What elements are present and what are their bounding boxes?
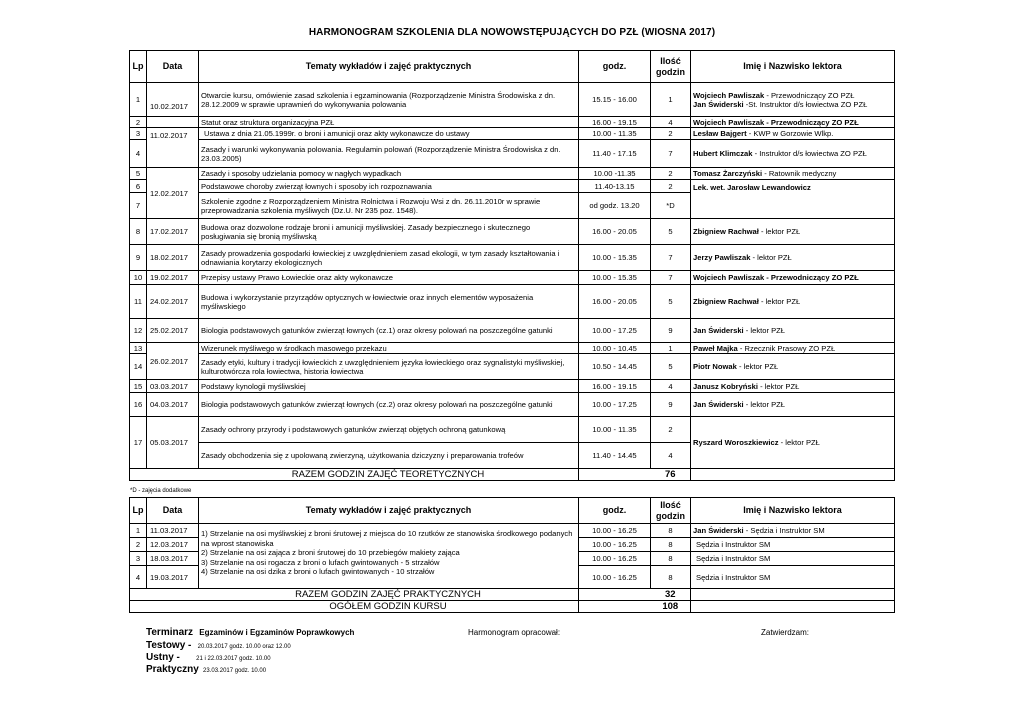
header-hours: Ilość godzin <box>651 51 691 83</box>
row-topic: Biologia podstawowych gatunków zwierząt łownych (cz.1) oraz okresy polowań na poszczególne gatunki <box>199 319 579 343</box>
row-time: 16.00 - 19.15 <box>579 117 651 128</box>
row-date: 24.02.2017 <box>147 285 199 319</box>
row-topic: Zasady etyki, kultury i tradycji łowieckich z uwzględnieniem języka łowieckiego oraz sygnalistyki myśliwskiej, kulturotwórcza rola łowiectwa, historia łowiectwa <box>199 354 579 380</box>
row-hours: 8 <box>651 538 691 552</box>
row-lp: 4 <box>130 140 147 168</box>
practice-topic: 1) Strzelanie na osi myśliwskiej z broni śrutowej z miejsca do 10 rzutków ze stanowiska środkowego podanych na wprost stanowiska 2) Strzelanie na osi zająca z broni śrutowej do 10 przebiegów makiety zająca 3) Strzelanie na osi rogacza z broni o lufach gwintowanych - 5 strzałów 4) Strzelanie na osi dzika z broni o lufach gwintowanych - 10 strzałów <box>199 524 579 589</box>
row-date: 19.03.2017 <box>147 566 199 589</box>
row-time: 10.50 - 14.45 <box>579 354 651 380</box>
table-row <box>130 245 895 271</box>
row-hours: 4 <box>651 443 691 469</box>
header-lp: Lp <box>130 51 147 83</box>
row-topic: Zasady ochrony przyrody i podstawowych gatunków zwierząt objętych ochroną gatunkową <box>199 417 579 443</box>
row-time: 10.00 - 15.35 <box>579 271 651 285</box>
table-row <box>130 140 895 168</box>
row-time: 10.00 - 16.25 <box>579 524 651 538</box>
row-hours: 8 <box>651 524 691 538</box>
table-row <box>130 128 895 140</box>
row-hours: 7 <box>651 245 691 271</box>
row-lecturer: Jan Świderski - Sędzia i Instruktor SM <box>691 524 895 538</box>
row-topic: Podstawowe choroby zwierząt łownych i sposoby ich rozpoznawania <box>199 180 579 193</box>
row-date: 10.02.2017 <box>147 83 199 117</box>
row-time: 10.00 -11.35 <box>579 168 651 180</box>
table-row <box>130 219 895 245</box>
row-lp: 6 <box>130 180 147 193</box>
row-lp: 11 <box>130 285 147 319</box>
row-topic: Podstawy kynologii myśliwskiej <box>199 380 579 393</box>
row-lecturer: Zbigniew Rachwał - lektor PZŁ <box>691 285 895 319</box>
row-date: 12.02.2017 <box>147 168 199 219</box>
row-date: 12.03.2017 <box>147 538 199 552</box>
row-lecturer: Wojciech Pawliszak - Przewodniczący ZO PZŁ <box>691 271 895 285</box>
theory-table <box>129 50 895 481</box>
table-row <box>130 524 895 538</box>
approved-by: Zatwierdzam: <box>761 628 810 637</box>
row-time: 10.00 - 10.45 <box>579 343 651 354</box>
row-lecturer: Zbigniew Rachwał - lektor PZŁ <box>691 219 895 245</box>
row-topic: Ustawa z dnia 21.05.1999r. o broni i amunicji oraz akty wykonawcze do ustawy <box>199 128 579 140</box>
row-hours: 9 <box>651 393 691 417</box>
exam-schedule: Terminarz Egzaminów i Egzaminów Poprawkowych <box>146 627 355 638</box>
row-lecturer: Ryszard Woroszkiewicz - lektor PZŁ <box>691 417 895 469</box>
page-title: HARMONOGRAM SZKOLENIA DLA NOWOWSTĘPUJĄCYCH DO PZŁ (WIOSNA 2017) <box>308 27 716 38</box>
row-time: 10.00 - 11.35 <box>579 417 651 443</box>
row-date: 11.03.2017 <box>147 524 199 538</box>
total-row <box>130 469 895 481</box>
row-hours: 8 <box>651 552 691 566</box>
row-lecturer: Jan Świderski - lektor PZŁ <box>691 393 895 417</box>
practice-table <box>129 497 895 613</box>
row-topic: Statut oraz struktura organizacyjna PZŁ <box>199 117 579 128</box>
table-row <box>130 168 895 180</box>
row-hours: 5 <box>651 285 691 319</box>
total-label: RAZEM GODZIN ZAJĘĆ TEORETYCZNYCH <box>130 469 579 481</box>
row-time: 10.00 - 16.25 <box>579 538 651 552</box>
row-date: 04.03.2017 <box>147 393 199 417</box>
header-lecturer: Imię i Nazwisko lektora <box>691 51 895 83</box>
table-row <box>130 271 895 285</box>
row-time: 16.00 - 20.05 <box>579 285 651 319</box>
row-topic: Szkolenie zgodne z Rozporządzeniem Ministra Rolnictwa i Rozwoju Wsi z dn. 26.11.2010r w sprawie przeprowadzania szkolenia myśliwych (Dz.U. Nr 235 poz. 1548). <box>199 193 579 219</box>
practical-exam: Praktyczny 23.03.2017 godz. 10.00 <box>146 664 267 675</box>
row-date: 19.02.2017 <box>147 271 199 285</box>
row-date: 17.02.2017 <box>147 219 199 245</box>
row-time: 10.00 - 16.25 <box>579 552 651 566</box>
row-time: 16.00 - 20.05 <box>579 219 651 245</box>
row-lp: 8 <box>130 219 147 245</box>
row-hours: 4 <box>651 117 691 128</box>
row-lecturer: Janusz Kobryński - lektor PZŁ <box>691 380 895 393</box>
row-hours: 8 <box>651 566 691 589</box>
row-lp: 2 <box>130 538 147 552</box>
header-topic: Tematy wykładów i zajęć praktycznych <box>199 498 579 524</box>
note: *D - zajęcia dodatkowe <box>130 488 192 494</box>
written-exam: Testowy - 20.03.2017 godz. 10.00 oraz 12.00 <box>146 640 291 651</box>
row-time: 10.00 - 11.35 <box>579 128 651 140</box>
grand-total-row <box>130 601 895 613</box>
header-date: Data <box>147 51 199 83</box>
row-lecturer: Piotr Nowak - lektor PZŁ <box>691 354 895 380</box>
table-row <box>130 180 895 193</box>
row-date: 05.03.2017 <box>147 417 199 469</box>
header-topic: Tematy wykładów i zajęć praktycznych <box>199 51 579 83</box>
row-time: od godz. 13.20 <box>579 193 651 219</box>
row-topic: Zasady i sposoby udzielania pomocy w nagłych wypadkach <box>199 168 579 180</box>
row-hours: 9 <box>651 319 691 343</box>
row-time: 11.40 - 17.15 <box>579 140 651 168</box>
row-date: 18.03.2017 <box>147 552 199 566</box>
row-lecturer: Sędzia i Instruktor SM <box>691 552 895 566</box>
row-time: 11.40-13.15 <box>579 180 651 193</box>
row-date: 11.02.2017 <box>147 128 199 168</box>
row-time: 16.00 - 19.15 <box>579 380 651 393</box>
row-hours: 7 <box>651 140 691 168</box>
row-time: 10.00 - 17.25 <box>579 319 651 343</box>
row-lp: 17 <box>130 417 147 469</box>
prepared-by: Harmonogram opracował: <box>468 628 561 637</box>
header-date: Data <box>147 498 199 524</box>
row-topic: Zasady prowadzenia gospodarki łowieckiej z uwzględnieniem zasad ekologii, w tym zasady kształtowania i odnawiania korytarzy ekologicznych <box>199 245 579 271</box>
row-topic: Budowa oraz dozwolone rodzaje broni i amunicji myśliwskiej. Zasady bezpiecznego i skutecznego posługiwania się bronią myśliwską <box>199 219 579 245</box>
row-lp: 2 <box>130 117 147 128</box>
row-topic: Otwarcie kursu, omówienie zasad szkolenia i egzaminowania (Rozporządzenie Ministra Środowiska z dn. 28.12.2009 w sprawie uprawnień do wykonywania polowania <box>199 83 579 117</box>
total-value: 76 <box>651 469 691 481</box>
row-lp: 3 <box>130 552 147 566</box>
row-lp: 16 <box>130 393 147 417</box>
row-hours: 2 <box>651 128 691 140</box>
row-date: 25.02.2017 <box>147 319 199 343</box>
row-lecturer: Wojciech Pawliszak - Przewodniczący ZO PZŁ Jan Świderski -St. Instruktor d/s łowiectwa ZO PZŁ <box>691 83 895 117</box>
row-lp: 12 <box>130 319 147 343</box>
row-time: 10.00 - 17.25 <box>579 393 651 417</box>
row-lecturer: Lek. wet. Jarosław Lewandowicz <box>691 180 895 219</box>
header-lecturer: Imię i Nazwisko lektora <box>691 498 895 524</box>
row-hours: 1 <box>651 83 691 117</box>
row-topic: Biologia podstawowych gatunków zwierząt łownych (cz.2) oraz okresy polowań na poszczególne gatunki <box>199 393 579 417</box>
table-row <box>130 380 895 393</box>
row-date: 18.02.2017 <box>147 245 199 271</box>
table-row <box>130 343 895 354</box>
row-date <box>147 117 199 128</box>
row-time: 10.00 - 16.25 <box>579 566 651 589</box>
row-time: 10.00 - 15.35 <box>579 245 651 271</box>
row-lecturer: Wojciech Pawliszak - Przewodniczący ZO PZŁ <box>691 117 895 128</box>
table-header <box>130 51 895 83</box>
row-topic: Przepisy ustawy Prawo Łowieckie oraz akty wykonawcze <box>199 271 579 285</box>
row-lp: 1 <box>130 524 147 538</box>
row-hours: 5 <box>651 354 691 380</box>
row-hours: 7 <box>651 271 691 285</box>
row-lecturer: Tomasz Żarczyński - Ratownik medyczny <box>691 168 895 180</box>
row-time: 11.40 - 14.45 <box>579 443 651 469</box>
total-label: RAZEM GODZIN ZAJĘĆ PRAKTYCZNYCH <box>130 589 579 601</box>
row-topic: Zasady i warunki wykonywania polowania. Regulamin polowań (Rozporządzenie Ministra Środowiska z dn. 23.03.2005) <box>199 140 579 168</box>
row-lecturer: Sędzia i Instruktor SM <box>691 566 895 589</box>
row-lecturer: Lesław Bajgert - KWP w Gorzowie Wlkp. <box>691 128 895 140</box>
row-hours: 4 <box>651 380 691 393</box>
row-lp: 10 <box>130 271 147 285</box>
row-lp: 4 <box>130 566 147 589</box>
row-lp: 3 <box>130 128 147 140</box>
header-lp: Lp <box>130 498 147 524</box>
header-hours: Ilość godzin <box>651 498 691 524</box>
row-lp: 14 <box>130 354 147 380</box>
row-lecturer: Paweł Majka - Rzecznik Prasowy ZO PZŁ <box>691 343 895 354</box>
table-row <box>130 83 895 117</box>
row-lp: 13 <box>130 343 147 354</box>
row-hours: 5 <box>651 219 691 245</box>
row-hours: 2 <box>651 168 691 180</box>
table-row <box>130 319 895 343</box>
grand-total-value: 108 <box>651 601 691 613</box>
row-topic: Wizerunek myśliwego w środkach masowego przekazu <box>199 343 579 354</box>
row-date: 03.03.2017 <box>147 380 199 393</box>
row-hours: 2 <box>651 180 691 193</box>
row-time: 15.15 - 16.00 <box>579 83 651 117</box>
table-row <box>130 117 895 128</box>
table-row <box>130 417 895 443</box>
row-lecturer: Sędzia i Instruktor SM <box>691 538 895 552</box>
table-header <box>130 498 895 524</box>
row-lp: 15 <box>130 380 147 393</box>
header-time: godz. <box>579 51 651 83</box>
row-lecturer: Jerzy Pawliszak - lektor PZŁ <box>691 245 895 271</box>
row-hours: 2 <box>651 417 691 443</box>
row-date: 26.02.2017 <box>147 343 199 380</box>
total-value: 32 <box>651 589 691 601</box>
row-lecturer: Jan Świderski - lektor PZŁ <box>691 319 895 343</box>
table-row <box>130 393 895 417</box>
row-hours: *D <box>651 193 691 219</box>
row-lecturer: Hubert Klimczak - Instruktor d/s łowiectwa ZO PZŁ <box>691 140 895 168</box>
header-time: godz. <box>579 498 651 524</box>
row-topic: Budowa i wykorzystanie przyrządów optycznych w łowiectwie oraz innych elementów wyposażenia myśliwskiego <box>199 285 579 319</box>
row-topic: Zasady obchodzenia się z upolowaną zwierzyną, użytkowania dziczyzny i preparowania trofeów <box>199 443 579 469</box>
oral-exam: Ustny - 21 i 22.03.2017 godz. 10.00 <box>146 652 271 663</box>
row-lp: 5 <box>130 168 147 180</box>
table-row <box>130 285 895 319</box>
table-row <box>130 354 895 380</box>
row-lp: 9 <box>130 245 147 271</box>
grand-total-label: OGÓŁEM GODZIN KURSU <box>130 601 579 613</box>
row-lp: 1 <box>130 83 147 117</box>
total-row <box>130 589 895 601</box>
row-lp: 7 <box>130 193 147 219</box>
row-hours: 1 <box>651 343 691 354</box>
